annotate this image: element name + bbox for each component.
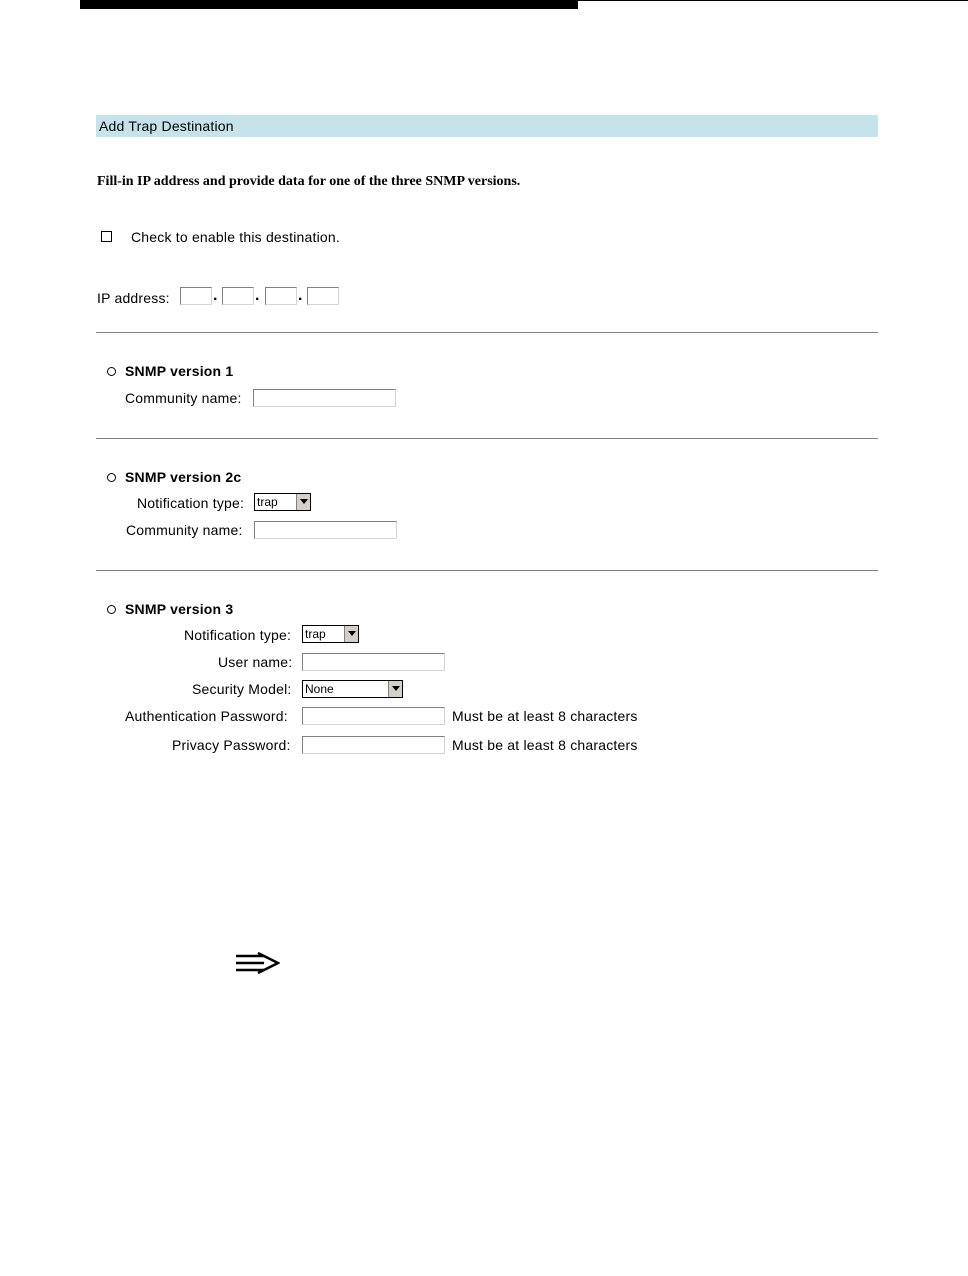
snmp-v2c-community-input[interactable] [254,521,397,539]
snmp-v2c-notification-label: Notification type: [137,495,245,511]
snmp-v2c-title: SNMP version 2c [125,469,242,485]
ip-octet-3-input[interactable] [265,287,297,305]
snmp-v1-radio[interactable] [107,367,116,376]
snmp-v3-privacy-password-input[interactable] [302,736,445,754]
snmp-v3-auth-password-input[interactable] [302,707,445,725]
snmp-v3-notification-label: Notification type: [184,627,292,643]
note-pencil-icon [234,950,280,976]
snmp-v3-notification-value: trap [305,627,326,641]
section-divider [96,570,878,571]
snmp-v2c-radio[interactable] [107,473,116,482]
snmp-v2c-notification-value: trap [257,495,278,509]
page-header-bar [80,0,578,9]
snmp-v3-auth-hint: Must be at least 8 characters [452,708,638,724]
snmp-v3-title: SNMP version 3 [125,601,234,617]
ip-octet-2-input[interactable] [222,287,254,305]
panel-title: Add Trap Destination [96,115,878,137]
snmp-v3-user-input[interactable] [302,653,445,671]
snmp-v3-security-label: Security Model: [192,681,292,697]
snmp-v3-security-value: None [305,682,334,696]
chevron-down-icon[interactable] [388,681,402,697]
snmp-v3-privacy-label: Privacy Password: [172,737,291,753]
snmp-v3-security-select[interactable] [302,680,403,698]
snmp-v2c-notification-select[interactable] [254,493,311,511]
snmp-v1-community-label: Community name: [125,390,242,406]
enable-destination-checkbox[interactable] [101,231,112,242]
page-header-rule [578,0,968,1]
snmp-v1-community-input[interactable] [253,389,396,407]
snmp-v3-notification-select[interactable] [302,625,359,643]
snmp-v3-auth-label: Authentication Password: [125,708,288,724]
ip-octet-4-input[interactable] [307,287,339,305]
ip-separator: . [255,287,260,304]
ip-separator: . [213,287,218,304]
ip-octet-1-input[interactable] [180,287,212,305]
snmp-v2c-community-label: Community name: [126,522,243,538]
snmp-v3-user-label: User name: [218,654,293,670]
ip-separator: . [298,287,303,304]
snmp-v1-title: SNMP version 1 [125,363,234,379]
section-divider [96,438,878,439]
instructions-text: Fill-in IP address and provide data for one of the three SNMP versions. [97,174,521,189]
chevron-down-icon[interactable] [296,494,310,510]
snmp-v3-privacy-hint: Must be at least 8 characters [452,737,638,753]
ip-address-label: IP address: [97,290,170,306]
enable-destination-label: Check to enable this destination. [131,229,340,245]
chevron-down-icon[interactable] [344,626,358,642]
section-divider [96,332,878,333]
snmp-v3-radio[interactable] [107,605,116,614]
